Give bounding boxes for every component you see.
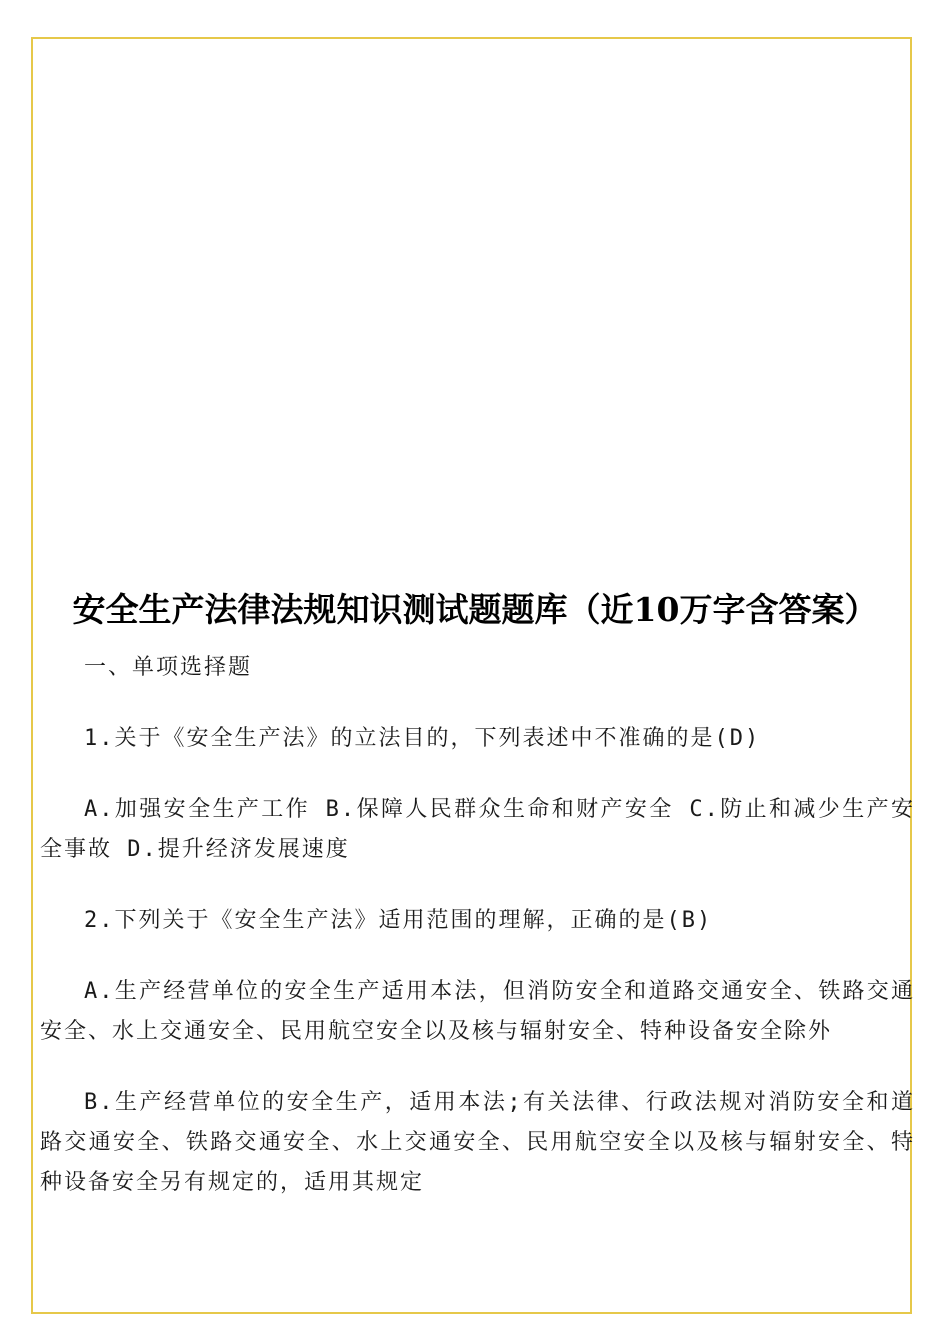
document-title: 安全生产法律法规知识测试题题库（近10万字含答案）: [72, 590, 878, 629]
question-2-option-a: A.生产经营单位的安全生产适用本法，但消防安全和道路交通安全、铁路交通安全、水上交通安全、民用航空安全以及核与辐射安全、特种设备安全除外: [40, 979, 915, 1044]
section-heading: 一、单项选择题: [84, 655, 253, 680]
question-1-options: A.加强安全生产工作 B.保障人民群众生命和财产安全 C.防止和减少生产安全事故 D.提升经济发展速度: [40, 797, 915, 862]
question-1-stem: 1.关于《安全生产法》的立法目的，下列表述中不准确的是(D): [84, 726, 761, 751]
question-2-stem: 2.下列关于《安全生产法》适用范围的理解，正确的是(B): [84, 908, 713, 933]
question-2-option-b: B.生产经营单位的安全生产，适用本法;有关法律、行政法规对消防安全和道路交通安全、铁路交通安全、水上交通安全、民用航空安全以及核与辐射安全、特种设备安全另有规定的，适用其规定: [40, 1090, 915, 1195]
document-body: [40, 648, 915, 1234]
